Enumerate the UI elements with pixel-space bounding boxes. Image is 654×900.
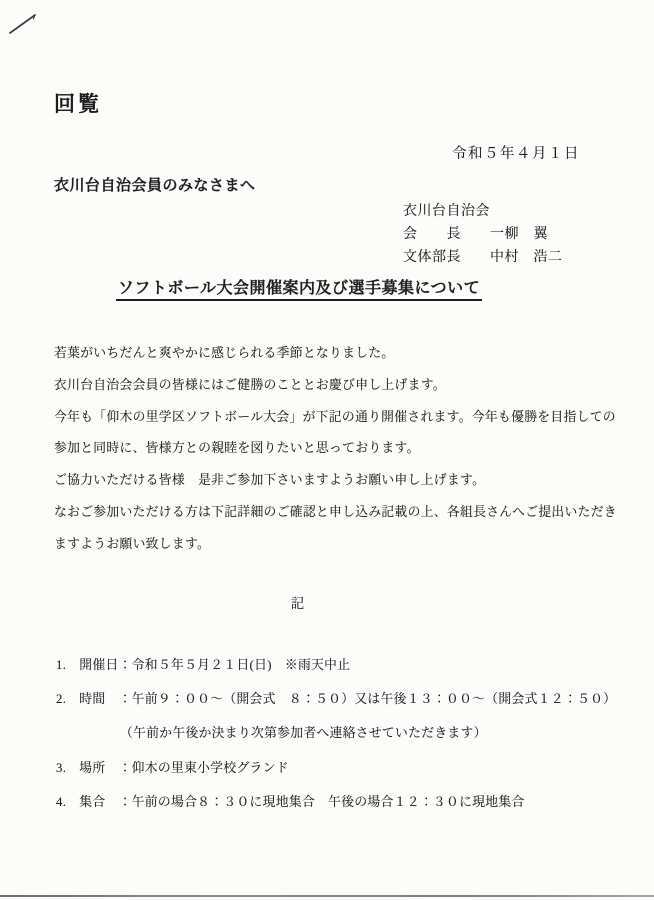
record-marker: 記 (290, 596, 306, 611)
detail-item: 2. 時間 ：午前９：００～（開会式 ８：５０）又は午後１３：００～（開会式１２：５０） (56, 692, 617, 707)
sender-organization: 衣川台自治会 (403, 204, 490, 219)
sender-sports-director: 文体部長 中村 浩二 (403, 250, 563, 265)
sender-block (403, 200, 563, 269)
detail-item: 4. 集合 ：午前の場合８：３０に現地集合 午後の場合１２：３０に現地集合 (56, 794, 525, 809)
body-paragraphs (54, 338, 617, 561)
body-line: 衣川台自治会会員の皆様にはご健勝のこととお慶び申し上げます。 (54, 377, 446, 392)
title-row (0, 275, 654, 301)
recipient-line: 衣川台自治会員のみなさまへ (54, 178, 256, 194)
detail-item: （午前か午後か決まり次第参加者へ連絡させていただきます） (120, 726, 487, 741)
document-date: 令和５年４月１日 (452, 146, 580, 162)
detail-item: 1. 開催日：令和５年５月２１日(日) ※雨天中止 (56, 658, 351, 672)
body-line: 参加と同時に、皆様方との親睦を図りたいと思っております。 (54, 441, 420, 456)
scan-edge-line (0, 895, 654, 897)
document-title: ソフトボール大会開催案内及び選手募集について (116, 275, 482, 301)
body-line: ますようお願い致します。 (54, 536, 211, 551)
body-line: ご協力いただける皆様 是非ご参加下さいますようお願い申し上げます。 (54, 473, 486, 488)
details-list (56, 648, 616, 819)
body-line: 今年も「仰木の里学区ソフトボール大会」が下記の通り開催されます。今年も優勝を目指しての (54, 409, 616, 424)
body-line: 若葉がいちだんと爽やかに感じられる季節となりました。 (54, 346, 395, 360)
circulation-heading: 回覧 (54, 92, 102, 116)
pen-slash-mark-icon (7, 10, 43, 36)
detail-item: 3. 場所 ：仰木の里東小学校グランド (56, 760, 289, 775)
sender-chairman: 会 長 一柳 翼 (403, 227, 548, 242)
body-line: なおご参加いただける方は下記詳細のご確認と申し込み記載の上、各組長さんへご提出いただき (54, 504, 617, 519)
